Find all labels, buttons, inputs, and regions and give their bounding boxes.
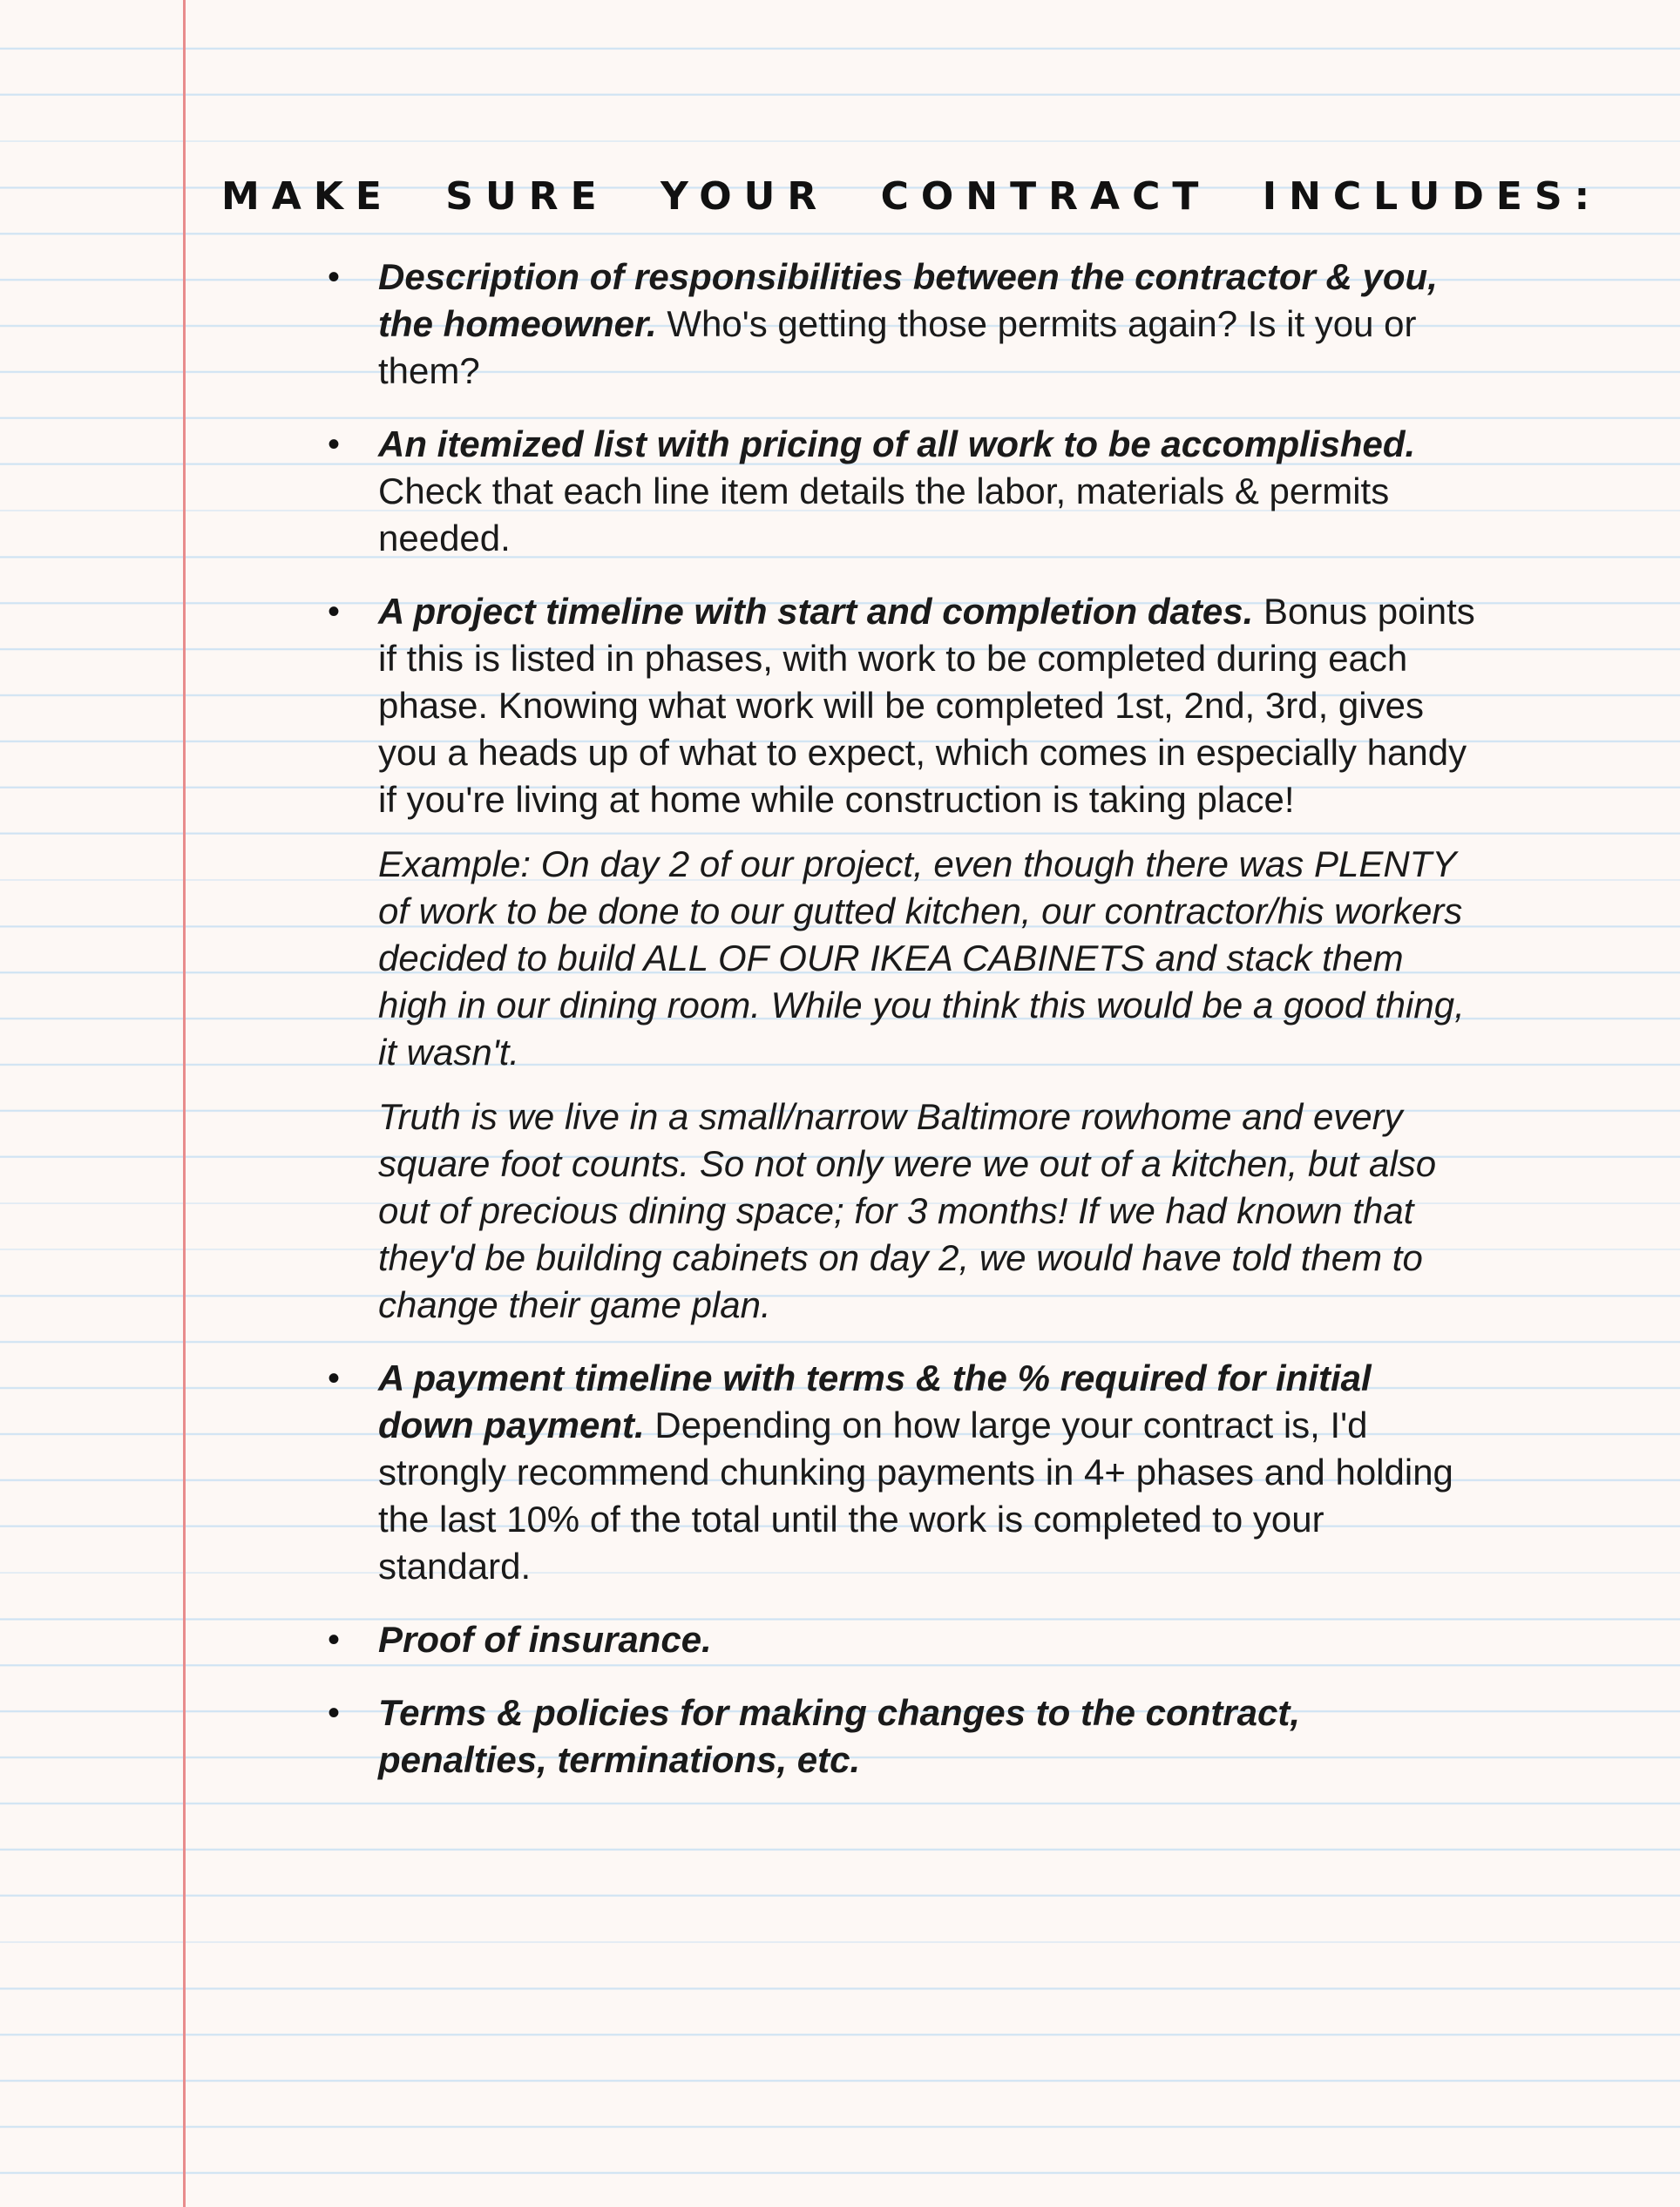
item-lead: Terms & policies for making changes to the contract, penalties, terminations, etc.: [378, 1692, 1301, 1780]
list-item-itemized-list: [328, 421, 1476, 562]
list-item-proof-of-insurance: [328, 1616, 1476, 1663]
bullet-icon: •: [328, 1621, 341, 1659]
item-lead: Description of responsibilities between the contractor & you, the homeowner.: [378, 256, 1438, 344]
bullet-icon: •: [328, 1694, 341, 1732]
item-lead: A project timeline with start and completion dates.: [378, 591, 1254, 632]
bullet-icon: •: [328, 258, 341, 296]
example-paragraph: Example: On day 2 of our project, even though there was PLENTY of work to be done to our gutted kitchen, our contractor/his workers decided to build ALL OF OUR IKEA CABINETS and stack them high in our dining room. While you think this would be a good thing, it wasn't.: [378, 843, 1465, 1073]
document-content: [221, 174, 1602, 1810]
list-item-project-timeline: [328, 588, 1476, 1329]
list-item-terms-policies: [328, 1689, 1476, 1784]
item-lead: Proof of insurance.: [378, 1619, 712, 1660]
list-item-responsibilities: [328, 254, 1476, 395]
list-item-payment-timeline: [328, 1355, 1476, 1590]
contract-checklist: [221, 254, 1502, 1784]
page-title: MAKE SURE YOUR CONTRACT INCLUDES:: [221, 174, 1602, 219]
bullet-icon: •: [328, 1359, 341, 1398]
example-paragraph-continued: Truth is we live in a small/narrow Baltimore rowhome and every square foot counts. So not only were we out of a kitchen, but also out of precious dining space; for 3 months! If we had known that they'd be building cabinets on day 2, we would have told them to change their game plan.: [378, 1096, 1437, 1325]
item-text: Check that each line item details the labor, materials & permits needed.: [378, 471, 1390, 559]
item-lead: A payment timeline with terms & the % required for initial down payment.: [378, 1357, 1372, 1445]
red-margin-line: [183, 0, 186, 2207]
item-text: Bonus points if this is listed in phases, with work to be completed during each phase. Knowing what work will be completed 1st, 2nd, 3rd, gives you a heads up of what to expect, which comes in especially handy if you're living at home while construction is taking place!: [378, 591, 1475, 820]
item-text: Depending on how large your contract is, I'd strongly recommend chunking payments in 4+ phases and holding the last 10% of the total until the work is completed to your standard.: [378, 1405, 1453, 1587]
bullet-icon: •: [328, 592, 341, 631]
item-text: Who's getting those permits again? Is it you or them?: [378, 303, 1417, 391]
item-lead: An itemized list with pricing of all work to be accomplished.: [378, 423, 1416, 464]
bullet-icon: •: [328, 425, 341, 464]
